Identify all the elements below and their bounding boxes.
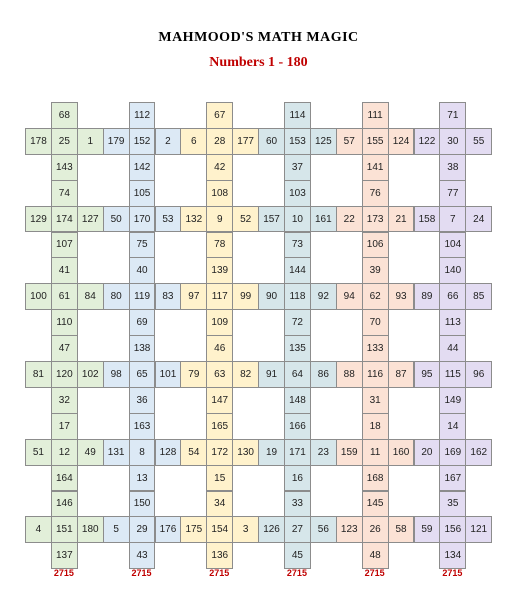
grid-cell-r4-c0: 129: [25, 206, 52, 233]
grid-cell-r2-c7: 42: [206, 154, 233, 181]
grid-cell-r13-c14: 160: [388, 439, 415, 466]
grid-cell-r10-c11: 86: [310, 361, 337, 388]
grid-cell-r7-c13: 62: [362, 283, 389, 310]
grid-cell-r14-c7: 15: [206, 465, 233, 492]
grid-cell-r6-c4: 40: [129, 257, 156, 284]
column-sum-4: 2715: [286, 568, 307, 578]
grid-cell-r1-c10: 153: [284, 128, 311, 155]
grid-cell-r7-c17: 85: [465, 283, 492, 310]
grid-cell-r15-c4: 150: [129, 491, 156, 518]
grid-cell-r16-c12: 123: [336, 516, 363, 543]
grid-cell-r15-c1: 146: [51, 491, 78, 518]
grid-cell-r0-c7: 67: [206, 102, 233, 129]
grid-cell-r10-c17: 96: [465, 361, 492, 388]
grid-cell-r15-c10: 33: [284, 491, 311, 518]
grid-cell-r12-c4: 163: [129, 413, 156, 440]
grid-cell-r10-c8: 82: [232, 361, 259, 388]
grid-cell-r7-c1: 61: [51, 283, 78, 310]
grid-cell-r17-c7: 136: [206, 542, 233, 569]
grid-cell-r9-c13: 133: [362, 335, 389, 362]
grid-cell-r7-c11: 92: [310, 283, 337, 310]
grid-cell-r17-c1: 137: [51, 542, 78, 569]
grid-cell-r5-c7: 78: [206, 232, 233, 259]
grid-cell-r16-c14: 58: [388, 516, 415, 543]
page-title: MAHMOOD'S MATH MAGIC: [158, 30, 359, 45]
grid-cell-r1-c15: 122: [414, 128, 441, 155]
grid-cell-r7-c2: 84: [77, 283, 104, 310]
grid-cell-r7-c15: 89: [414, 283, 441, 310]
grid-cell-r13-c15: 20: [414, 439, 441, 466]
grid-cell-r6-c13: 39: [362, 257, 389, 284]
grid-cell-r4-c9: 157: [258, 206, 285, 233]
grid-cell-r6-c7: 139: [206, 257, 233, 284]
grid-cell-r10-c1: 120: [51, 361, 78, 388]
grid-cell-r5-c10: 73: [284, 232, 311, 259]
grid-cell-r7-c16: 66: [439, 283, 466, 310]
grid-cell-r4-c1: 174: [51, 206, 78, 233]
grid-cell-r3-c10: 103: [284, 180, 311, 207]
grid-cell-r10-c5: 101: [155, 361, 182, 388]
column-sum-1: 2715: [53, 568, 74, 578]
grid-cell-r1-c16: 30: [439, 128, 466, 155]
grid-cell-r14-c1: 164: [51, 465, 78, 492]
grid-cell-r13-c11: 23: [310, 439, 337, 466]
grid-cell-r16-c11: 56: [310, 516, 337, 543]
grid-cell-r13-c2: 49: [77, 439, 104, 466]
grid-cell-r1-c2: 1: [77, 128, 104, 155]
column-sum-2: 2715: [131, 568, 152, 578]
grid-cell-r16-c0: 4: [25, 516, 52, 543]
grid-cell-r16-c13: 26: [362, 516, 389, 543]
grid-cell-r16-c8: 3: [232, 516, 259, 543]
grid-cell-r16-c3: 5: [103, 516, 130, 543]
grid-cell-r17-c4: 43: [129, 542, 156, 569]
grid-cell-r4-c2: 127: [77, 206, 104, 233]
grid-cell-r7-c8: 99: [232, 283, 259, 310]
grid-cell-r13-c13: 11: [362, 439, 389, 466]
grid-cell-r11-c13: 31: [362, 387, 389, 414]
grid-cell-r8-c16: 113: [439, 309, 466, 336]
grid-cell-r4-c14: 21: [388, 206, 415, 233]
grid-cell-r9-c4: 138: [129, 335, 156, 362]
grid-cell-r1-c14: 124: [388, 128, 415, 155]
grid-cell-r4-c17: 24: [465, 206, 492, 233]
grid-cell-r6-c16: 140: [439, 257, 466, 284]
grid-cell-r1-c12: 57: [336, 128, 363, 155]
grid-cell-r4-c13: 173: [362, 206, 389, 233]
grid-cell-r8-c7: 109: [206, 309, 233, 336]
grid-cell-r16-c7: 154: [206, 516, 233, 543]
grid-cell-r7-c3: 80: [103, 283, 130, 310]
grid-cell-r8-c10: 72: [284, 309, 311, 336]
grid-cell-r4-c4: 170: [129, 206, 156, 233]
grid-cell-r11-c16: 149: [439, 387, 466, 414]
grid-cell-r16-c10: 27: [284, 516, 311, 543]
grid-cell-r4-c12: 22: [336, 206, 363, 233]
grid-cell-r10-c10: 64: [284, 361, 311, 388]
grid-cell-r10-c13: 116: [362, 361, 389, 388]
grid-cell-r7-c5: 83: [155, 283, 182, 310]
grid-cell-r16-c5: 176: [155, 516, 182, 543]
grid-cell-r7-c10: 118: [284, 283, 311, 310]
grid-cell-r3-c7: 108: [206, 180, 233, 207]
grid-cell-r4-c16: 7: [439, 206, 466, 233]
grid-cell-r14-c13: 168: [362, 465, 389, 492]
grid-cell-r5-c1: 107: [51, 232, 78, 259]
grid-cell-r2-c13: 141: [362, 154, 389, 181]
grid-cell-r15-c16: 35: [439, 491, 466, 518]
grid-cell-r7-c6: 97: [180, 283, 207, 310]
grid-cell-r9-c16: 44: [439, 335, 466, 362]
grid-cell-r4-c11: 161: [310, 206, 337, 233]
grid-cell-r2-c16: 38: [439, 154, 466, 181]
grid-cell-r8-c4: 69: [129, 309, 156, 336]
grid-cell-r4-c7: 9: [206, 206, 233, 233]
grid-cell-r13-c8: 130: [232, 439, 259, 466]
grid-cell-r1-c6: 6: [180, 128, 207, 155]
grid-cell-r12-c10: 166: [284, 413, 311, 440]
grid-cell-r15-c7: 34: [206, 491, 233, 518]
grid-cell-r4-c6: 132: [180, 206, 207, 233]
grid-cell-r13-c3: 131: [103, 439, 130, 466]
grid-cell-r0-c13: 111: [362, 102, 389, 129]
grid-cell-r3-c16: 77: [439, 180, 466, 207]
grid-cell-r17-c16: 134: [439, 542, 466, 569]
grid-cell-r12-c1: 17: [51, 413, 78, 440]
grid-cell-r16-c15: 59: [414, 516, 441, 543]
grid-cell-r10-c6: 79: [180, 361, 207, 388]
grid-cell-r7-c9: 90: [258, 283, 285, 310]
grid-cell-r16-c17: 121: [465, 516, 492, 543]
grid-cell-r1-c5: 2: [155, 128, 182, 155]
grid-cell-r9-c10: 135: [284, 335, 311, 362]
grid-cell-r16-c2: 180: [77, 516, 104, 543]
page-subtitle: Numbers 1 - 180: [209, 55, 308, 70]
grid-cell-r11-c10: 148: [284, 387, 311, 414]
grid-cell-r10-c2: 102: [77, 361, 104, 388]
grid-cell-r3-c13: 76: [362, 180, 389, 207]
grid-cell-r10-c16: 115: [439, 361, 466, 388]
grid-cell-r1-c9: 60: [258, 128, 285, 155]
grid-cell-r2-c1: 143: [51, 154, 78, 181]
grid-cell-r13-c7: 172: [206, 439, 233, 466]
grid-cell-r10-c3: 98: [103, 361, 130, 388]
grid-cell-r13-c10: 171: [284, 439, 311, 466]
grid-cell-r15-c13: 145: [362, 491, 389, 518]
grid-cell-r1-c7: 28: [206, 128, 233, 155]
grid-cell-r10-c14: 87: [388, 361, 415, 388]
grid-cell-r8-c13: 70: [362, 309, 389, 336]
grid-cell-r1-c8: 177: [232, 128, 259, 155]
grid-cell-r16-c4: 29: [129, 516, 156, 543]
grid-cell-r1-c11: 125: [310, 128, 337, 155]
grid-cell-r1-c17: 55: [465, 128, 492, 155]
grid-cell-r16-c6: 175: [180, 516, 207, 543]
grid-cell-r10-c9: 91: [258, 361, 285, 388]
grid-cell-r0-c1: 68: [51, 102, 78, 129]
grid-cell-r2-c4: 142: [129, 154, 156, 181]
grid-cell-r4-c5: 53: [155, 206, 182, 233]
grid-cell-r16-c9: 126: [258, 516, 285, 543]
grid-cell-r0-c4: 112: [129, 102, 156, 129]
column-sum-3: 2715: [209, 568, 230, 578]
grid-cell-r13-c9: 19: [258, 439, 285, 466]
grid-cell-r9-c1: 47: [51, 335, 78, 362]
grid-cell-r9-c7: 46: [206, 335, 233, 362]
grid-cell-r13-c17: 162: [465, 439, 492, 466]
grid-cell-r10-c12: 88: [336, 361, 363, 388]
grid-cell-r11-c1: 32: [51, 387, 78, 414]
grid-cell-r12-c13: 18: [362, 413, 389, 440]
grid-cell-r5-c13: 106: [362, 232, 389, 259]
grid-cell-r14-c16: 167: [439, 465, 466, 492]
grid-cell-r3-c4: 105: [129, 180, 156, 207]
grid-cell-r10-c0: 81: [25, 361, 52, 388]
grid-cell-r13-c1: 12: [51, 439, 78, 466]
grid-cell-r6-c10: 144: [284, 257, 311, 284]
grid-cell-r13-c16: 169: [439, 439, 466, 466]
grid-cell-r17-c13: 48: [362, 542, 389, 569]
column-sum-5: 2715: [364, 568, 385, 578]
grid-cell-r11-c7: 147: [206, 387, 233, 414]
grid-cell-r10-c15: 95: [414, 361, 441, 388]
grid-cell-r12-c16: 14: [439, 413, 466, 440]
column-sum-6: 2715: [442, 568, 463, 578]
grid-cell-r4-c10: 10: [284, 206, 311, 233]
grid-cell-r2-c10: 37: [284, 154, 311, 181]
grid-cell-r16-c1: 151: [51, 516, 78, 543]
grid-cell-r14-c4: 13: [129, 465, 156, 492]
grid-cell-r12-c7: 165: [206, 413, 233, 440]
grid-cell-r4-c3: 50: [103, 206, 130, 233]
grid-cell-r0-c16: 71: [439, 102, 466, 129]
grid-cell-r5-c16: 104: [439, 232, 466, 259]
grid-cell-r4-c15: 158: [414, 206, 441, 233]
grid-cell-r0-c10: 114: [284, 102, 311, 129]
grid-cell-r10-c7: 63: [206, 361, 233, 388]
grid-cell-r11-c4: 36: [129, 387, 156, 414]
grid-cell-r5-c4: 75: [129, 232, 156, 259]
grid-cell-r10-c4: 65: [129, 361, 156, 388]
grid-cell-r13-c5: 128: [155, 439, 182, 466]
grid-cell-r7-c14: 93: [388, 283, 415, 310]
grid-cell-r7-c4: 119: [129, 283, 156, 310]
grid-cell-r1-c3: 179: [103, 128, 130, 155]
grid-cell-r4-c8: 52: [232, 206, 259, 233]
grid-cell-r13-c0: 51: [25, 439, 52, 466]
grid-cell-r13-c4: 8: [129, 439, 156, 466]
grid-cell-r3-c1: 74: [51, 180, 78, 207]
grid-cell-r7-c7: 117: [206, 283, 233, 310]
grid-cell-r1-c1: 25: [51, 128, 78, 155]
grid-cell-r6-c1: 41: [51, 257, 78, 284]
grid-cell-r17-c10: 45: [284, 542, 311, 569]
grid-cell-r13-c6: 54: [180, 439, 207, 466]
grid-cell-r16-c16: 156: [439, 516, 466, 543]
grid-cell-r7-c12: 94: [336, 283, 363, 310]
grid-cell-r1-c4: 152: [129, 128, 156, 155]
grid-cell-r8-c1: 110: [51, 309, 78, 336]
grid-cell-r7-c0: 100: [25, 283, 52, 310]
grid-cell-r1-c13: 155: [362, 128, 389, 155]
grid-cell-r13-c12: 159: [336, 439, 363, 466]
grid-cell-r1-c0: 178: [25, 128, 52, 155]
grid-cell-r14-c10: 16: [284, 465, 311, 492]
